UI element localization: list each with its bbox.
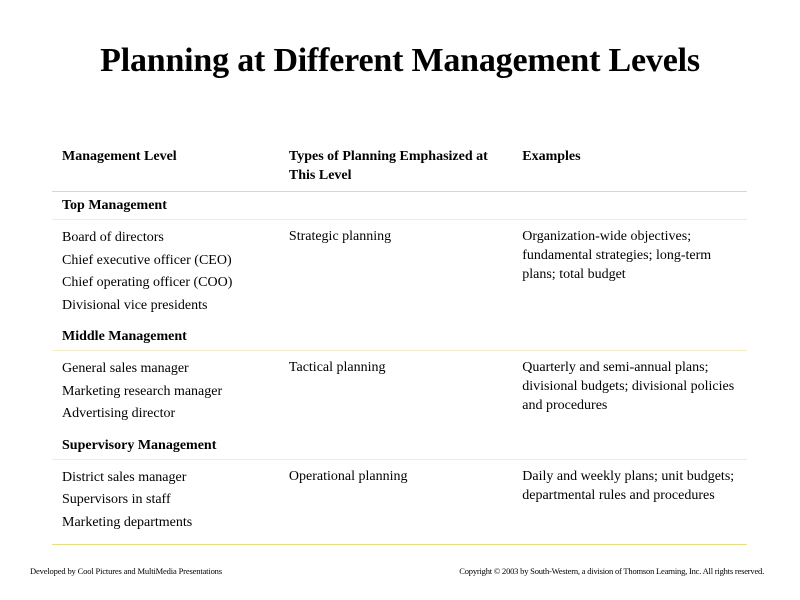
table-header-row bbox=[52, 145, 747, 192]
position-item: Supervisors in staff bbox=[62, 492, 171, 507]
section-label: Middle Management bbox=[52, 323, 747, 351]
position-item: Chief executive officer (CEO) bbox=[62, 252, 232, 268]
position-item: District sales manager bbox=[62, 469, 187, 485]
table-row bbox=[52, 220, 747, 324]
section-row-top-management bbox=[52, 192, 747, 220]
slide-title: Planning at Different Management Levels bbox=[100, 42, 700, 79]
position-item: Divisional vice presidents bbox=[62, 297, 208, 313]
planning-type-cell: Tactical planning bbox=[288, 360, 386, 375]
section-label: Top Management bbox=[52, 192, 747, 220]
position-item: Advertising director bbox=[62, 406, 176, 421]
section-row-middle-management bbox=[52, 323, 747, 351]
planning-type-cell: Strategic planning bbox=[288, 229, 392, 244]
table-row bbox=[52, 351, 747, 432]
section-row-supervisory-management bbox=[52, 432, 747, 460]
header-management-level: Management Level bbox=[52, 145, 279, 192]
position-item: Chief operating officer (COO) bbox=[62, 275, 233, 290]
positions-cell bbox=[52, 220, 279, 324]
position-item: General sales manager bbox=[62, 361, 189, 376]
section-label: Supervisory Management bbox=[52, 432, 747, 460]
position-item: Marketing research manager bbox=[62, 383, 223, 399]
planning-levels-table-container bbox=[52, 145, 747, 545]
examples-cell: Organization-wide objectives; fundamental strategies; long-term plans; total budget bbox=[522, 229, 712, 282]
header-examples: Examples bbox=[512, 145, 747, 192]
positions-cell bbox=[52, 459, 279, 545]
table-row bbox=[52, 459, 747, 545]
examples-cell: Quarterly and semi-annual plans; divisional budgets; divisional policies and procedures bbox=[522, 360, 735, 413]
examples-cell: Daily and weekly plans; unit budgets; departmental rules and procedures bbox=[512, 459, 747, 545]
footer-copyright: Copyright © 2003 by South-Western, a division of Thomson Learning, Inc. All rights reserved. bbox=[459, 566, 764, 576]
positions-cell bbox=[52, 351, 279, 432]
planning-levels-table bbox=[52, 145, 747, 545]
planning-type-cell: Operational planning bbox=[279, 459, 512, 545]
position-item: Board of directors bbox=[62, 230, 164, 245]
position-item: Marketing departments bbox=[62, 514, 193, 530]
footer-credit: Developed by Cool Pictures and MultiMedia Presentations bbox=[30, 566, 222, 576]
header-planning-types: Types of Planning Emphasized at This Level bbox=[279, 145, 512, 192]
